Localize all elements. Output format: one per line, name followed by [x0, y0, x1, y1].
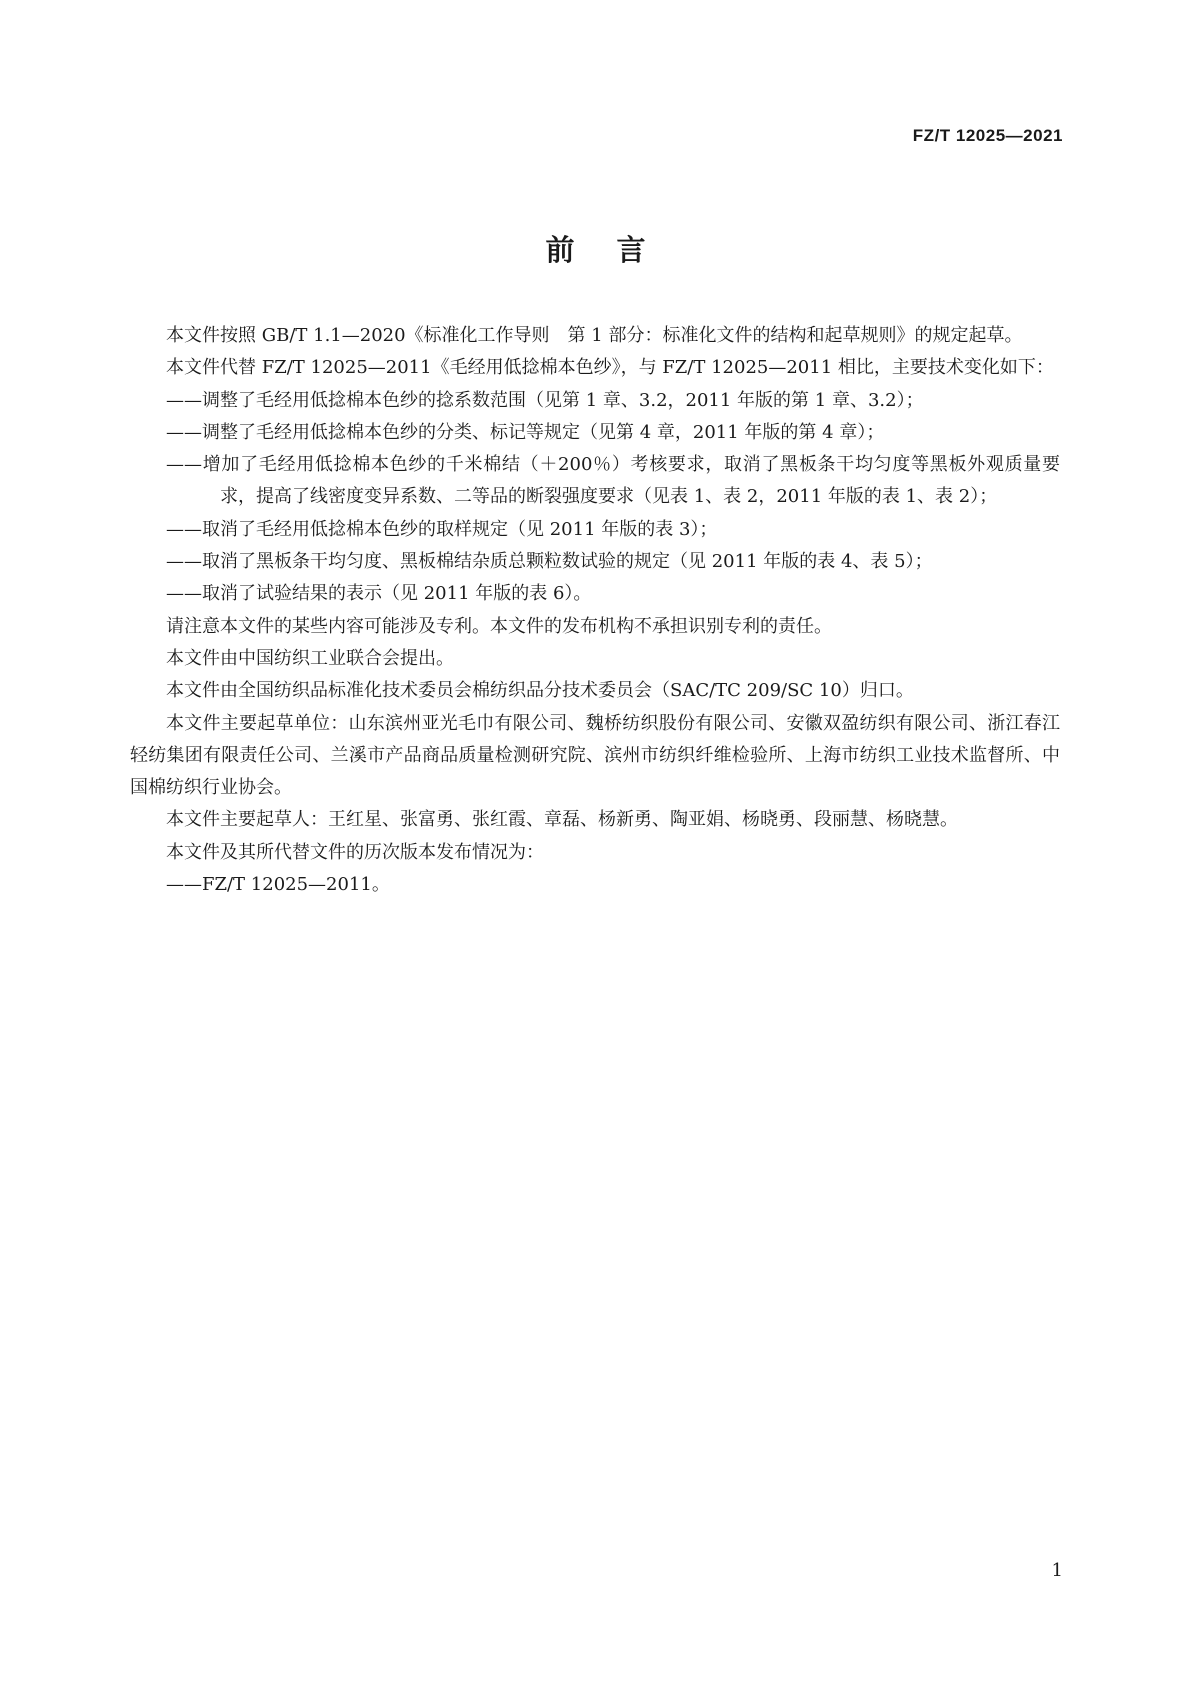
- paragraph-history-intro: 本文件及其所代替文件的历次版本发布情况为：: [166, 841, 544, 863]
- document-code: FZ/T 12025—2021: [912, 126, 1063, 145]
- paragraph-replacement: 本文件代替 FZ/T 12025—2011《毛经用低捻棉本色纱》，与 FZ/T 12025—2011 相比，主要技术变化如下：: [166, 357, 1054, 379]
- paragraph-drafting-basis: 本文件按照 GB/T 1.1—2020《标准化工作导则 第 1 部分：标准化文件的结构和起草规则》的规定起草。: [166, 325, 1023, 346]
- history-item: ——FZ/T 12025—2011。: [166, 874, 390, 896]
- change-item: ——增加了毛经用低捻棉本色纱的千米棉结（＋200％）考核要求，取消了黑板条干均匀度等黑板外观质量要求，提高了线密度变异系数、二等品的断裂强度要求（见表 1、表 2，2011 年版的表 1、表 2）；: [166, 454, 1060, 508]
- foreword-body: [130, 320, 1060, 901]
- paragraph-proposer: 本文件由中国纺织工业联合会提出。: [166, 647, 454, 669]
- paragraph-committee: 本文件由全国纺织品标准化技术委员会棉纺织品分技术委员会（SAC/TC 209/SC 10）归口。: [166, 680, 914, 702]
- change-item: ——调整了毛经用低捻棉本色纱的分类、标记等规定（见第 4 章，2011 年版的第 4 章）；: [166, 421, 885, 443]
- change-item: ——取消了试验结果的表示（见 2011 年版的表 6）。: [166, 583, 592, 605]
- paragraph-patent-notice: 请注意本文件的某些内容可能涉及专利。本文件的发布机构不承担识别专利的责任。: [166, 615, 832, 637]
- page-number: 1: [1051, 1560, 1063, 1581]
- change-item: ——调整了毛经用低捻棉本色纱的捻系数范围（见第 1 章、3.2，2011 年版的第 1 章、3.2）；: [166, 389, 924, 411]
- paragraph-drafting-units: 本文件主要起草单位：山东滨州亚光毛巾有限公司、魏桥纺织股份有限公司、安徽双盈纺织有限公司、浙江春江轻纺集团有限责任公司、兰溪市产品商品质量检测研究院、滨州市纺织纤维检验所、上海市纺织工业技术监督所、中国棉纺织行业协会。: [130, 712, 1060, 799]
- paragraph-drafters: 本文件主要起草人：王红星、张富勇、张红霞、章磊、杨新勇、陶亚娟、杨晓勇、段丽慧、杨晓慧。: [166, 809, 958, 831]
- change-item: ——取消了黑板条干均匀度、黑板棉结杂质总颗粒数试验的规定（见 2011 年版的表 4、表 5）；: [166, 551, 933, 573]
- page-title: 前言: [545, 233, 688, 267]
- change-item: ——取消了毛经用低捻棉本色纱的取样规定（见 2011 年版的表 3）；: [166, 518, 718, 540]
